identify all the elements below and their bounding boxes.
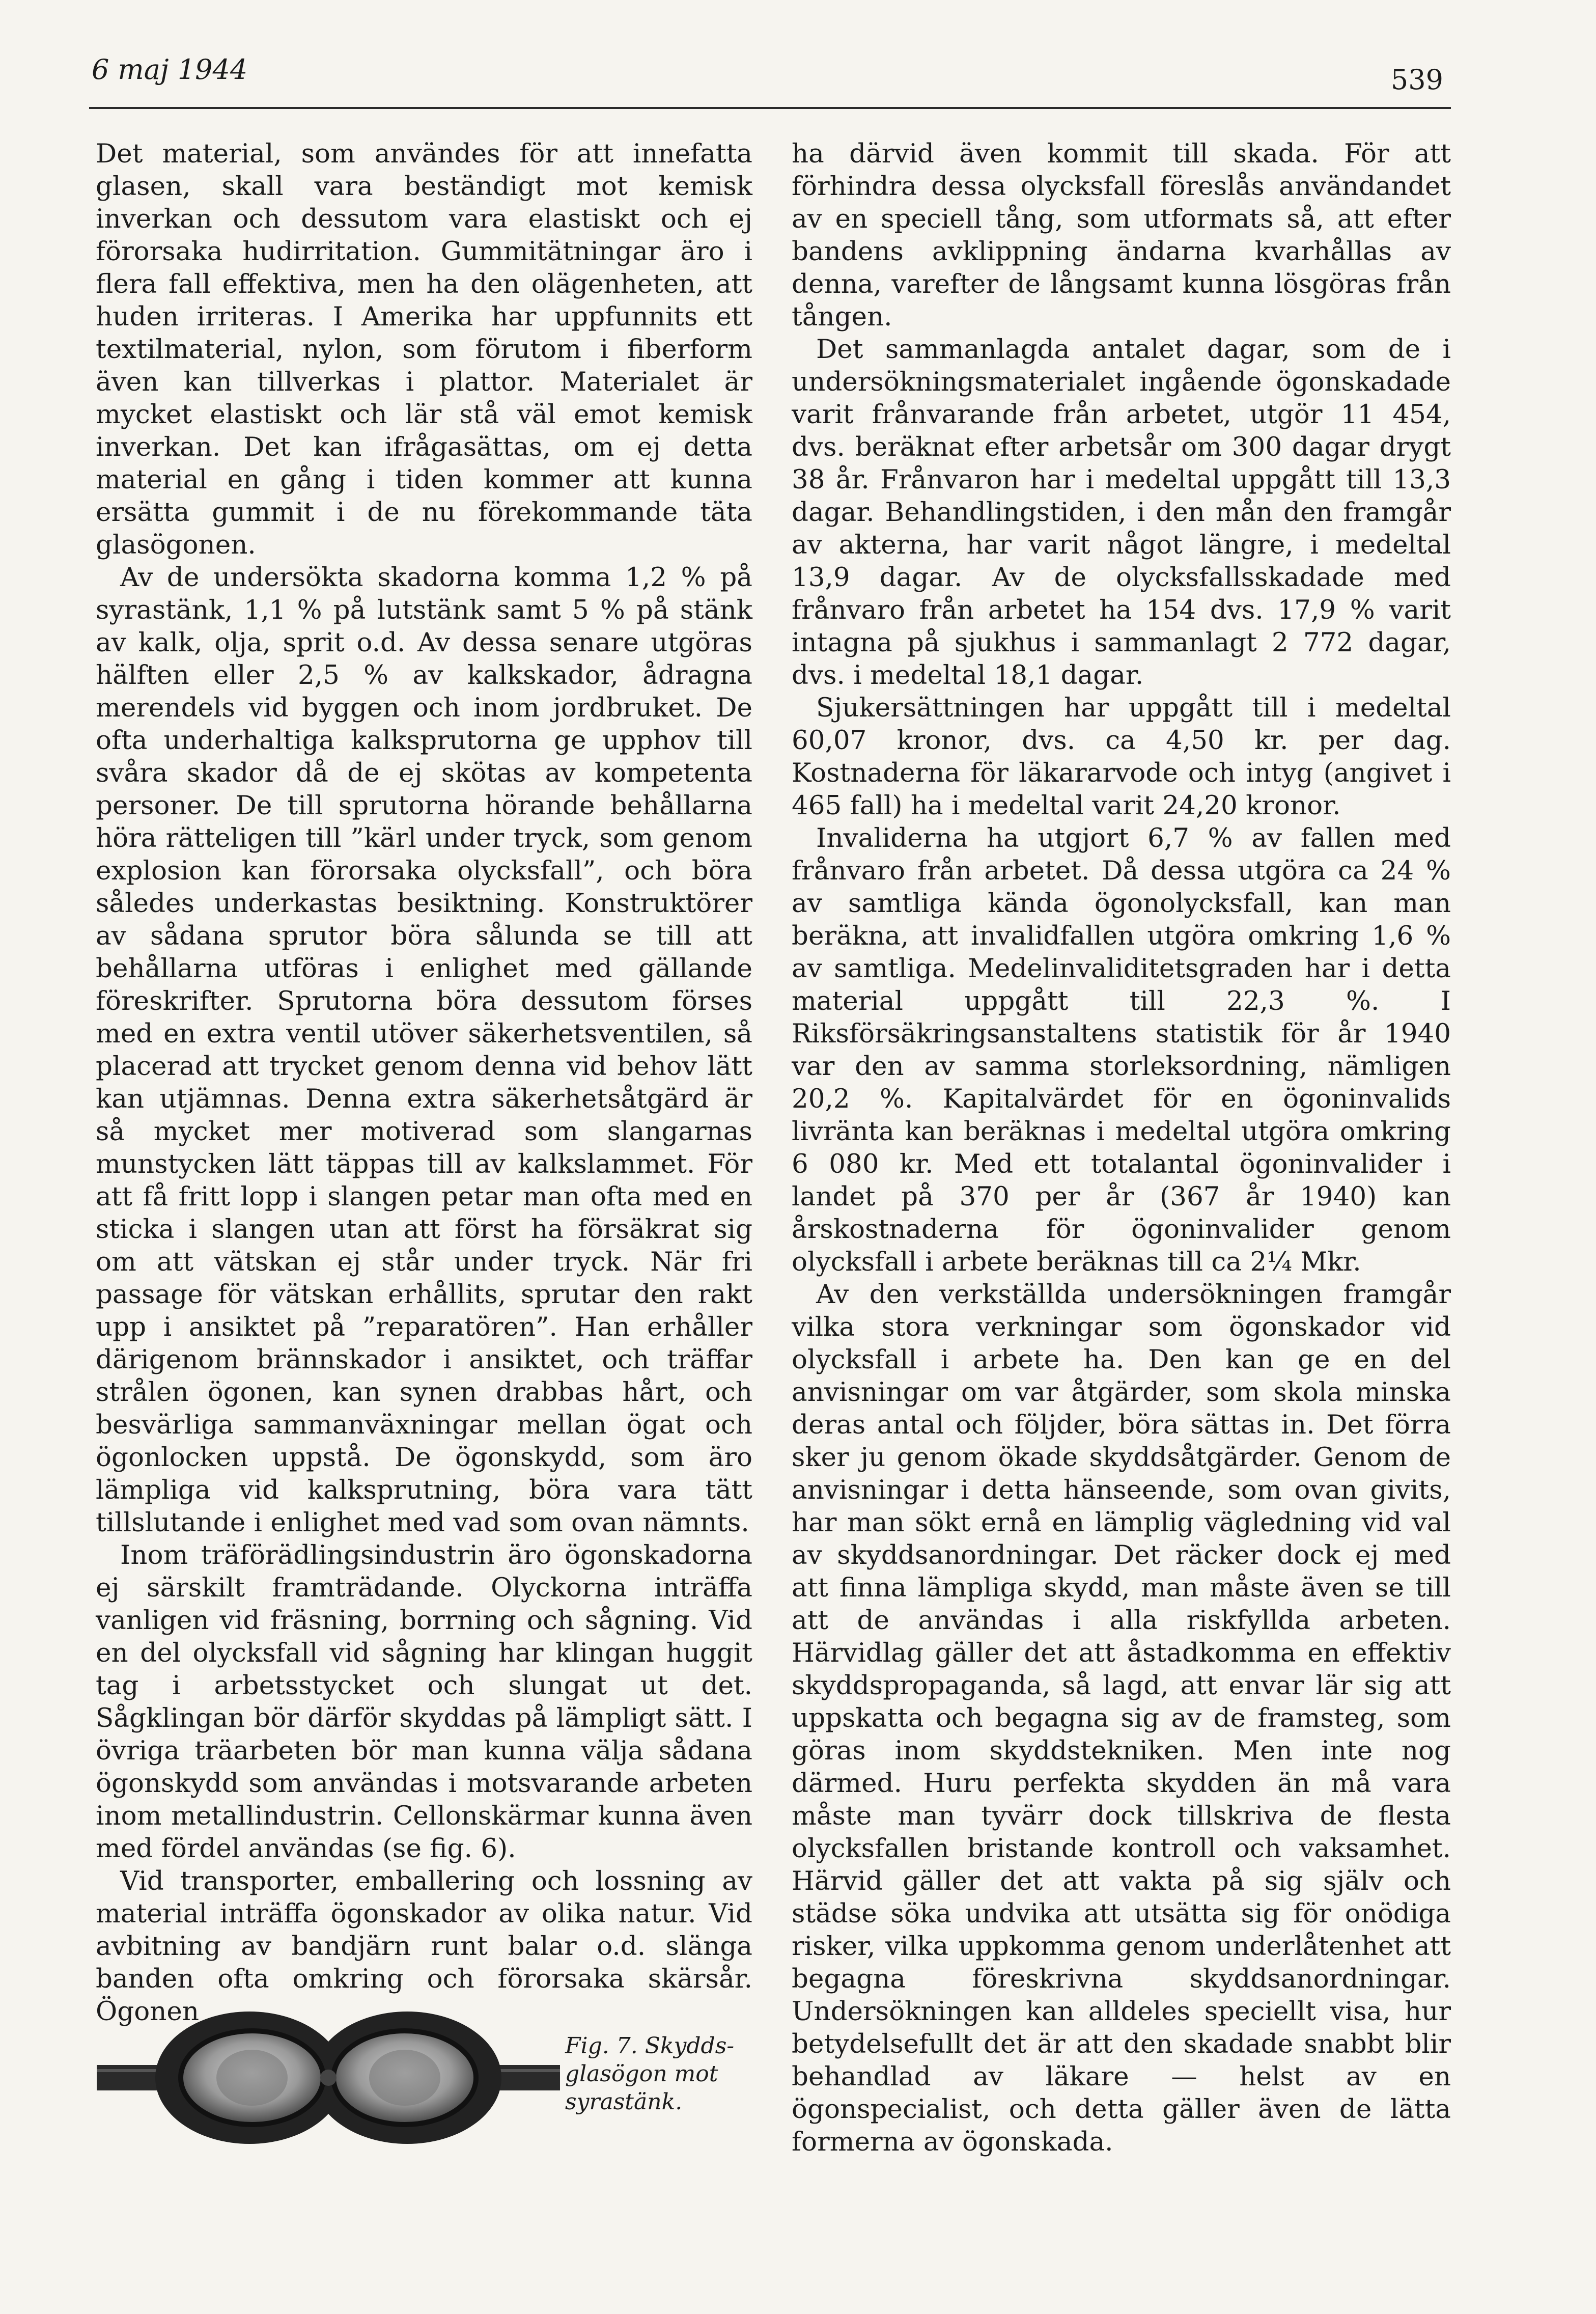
paragraph: Vid transporter, emballering och lossning av material inträffa ögonskador av olika natur. Vid avbitning av bandjärn runt balar o.d. slänga banden ofta omkring och förorsaka skärsår. Ögonen xyxy=(96,1866,752,2027)
running-head: 6 maj 1944 xyxy=(92,53,248,86)
paragraph: Av de undersökta skadorna komma 1,2 % på syrastänk, 1,1 % på lutstänk samt 5 % på stänk av kalk, olja, sprit o.d. Av dessa senare utgöras hälften eller 2,5 % av kalkskador, ådragna merendels vid byggen och inom jordbruket. De ofta underhaltiga kalksprutorna ge upphov till svåra skador då de ej skötas av kompetenta personer. De till sprutorna hörande behållarna höra rätteligen till ”kärl under tryck, som genom explosion kan förorsaka olycksfall”, och böra således underkastas besiktning. Konstruktörer av sådana sprutor böra sålunda se till att behållarna utföras i enlighet med gällande föreskrifter. Sprutorna böra dessutom förses med en extra ventil utöver säkerhetsventilen, så placerad att trycket genom denna vid behov lätt kan utjämnas. Denna extra säkerhetsåtgärd är så mycket mer motiverad som slangarnas munstycken lätt täppas till av kalkslammet. För att få fritt lopp i slangen petar man ofta med en sticka i slangen utan att först ha försäkrat sig om att vätskan ej står under tryck. När fri passage för vätskan erhållits, sprutar den rakt upp i ansiktet på ”reparatören”. Han erhåller därigenom brännskador i ansiktet, och träffar strålen ögonen, kan synen drabbas hårt, och besvärliga sammanväxningar mellan ögat och ögonlocken uppstå. De ögonskydd, som äro lämpliga vid kalksprutning, böra vara tätt tillslutande i enlighet med vad som ovan nämnts. xyxy=(96,562,752,1538)
paragraph: Sjukersättningen har uppgått till i medeltal 60,07 kronor, dvs. ca 4,50 kr. per dag. Kostnaderna för läkararvode och intyg (angivet i 465 fall) ha i medeltal varit 24,20 kronor. xyxy=(792,693,1451,821)
page-number: 539 xyxy=(1390,64,1443,96)
goggles-illustration xyxy=(97,2001,560,2154)
paragraph: Inom träförädlingsindustrin äro ögonskadorna ej särskilt framträdande. Olyckorna inträffa vanligen vid fräsning, borrning och sågning. Vid en del olycksfall vid sågning har klingan huggit tag i arbetsstycket och slungat ut det. Sågklingan bör därför skyddas på lämpligt sätt. I övriga träarbeten bör man kunna välja sådana ögonskydd som användas i motsvarande arbeten inom metallindustrin. Cellonskärmar kunna även med fördel användas (se fig. 6). xyxy=(96,1540,752,1864)
paragraph: ha därvid även kommit till skada. För att förhindra dessa olycksfall föreslås användandet av en speciell tång, som utformats så, att efter bandens avklippning ändarna kvarhållas av denna, varefter de långsamt kunna lösgöras från tången. xyxy=(792,139,1451,332)
right-column xyxy=(792,137,1451,2158)
paragraph: Det sammanlagda antalet dagar, som de i undersökningsmaterialet ingående ögonskadade varit frånvarande från arbetet, utgör 11 454, dvs. beräknat efter arbetsår om 300 dagar drygt 38 år. Frånvaron har i medeltal uppgått till 13,3 dagar. Behandlingstiden, i den mån den framgår av akterna, har varit något längre, i medeltal 13,9 dagar. Av de olycksfallsskadade med frånvaro från arbetet ha 154 dvs. 17,9 % varit intagna på sjukhus i sammanlagt 2 772 dagar, dvs. i medeltal 18,1 dagar. xyxy=(792,334,1451,691)
paragraph: Av den verkställda undersökningen framgår vilka stora verkningar som ögonskador vid olycksfall i arbete ha. Den kan ge en del anvisningar om var åtgärder, som skola minska deras antal och följder, böra sättas in. Det förra sker ju genom ökade skyddsåtgärder. Genom de anvisningar i detta hänseende, som ovan givits, har man sökt ernå en lämplig vägledning vid val av skyddsanordningar. Det räcker dock ej med att finna lämpliga skydd, man måste även se till att de användas i alla riskfyllda arbeten. Härvidlag gäller det att åstadkomma en effektiv skyddspropaganda, så lagd, att envar lär sig att uppskatta och begagna sig av de framsteg, som göras inom skyddstekniken. Men inte nog därmed. Huru perfekta skydden än må vara måste man tyvärr dock tillskriva de flesta olycksfallen bristande kontroll och vaksamhet. Härvid gäller det att vakta på sig själv och städse söka undvika att utsätta sig för onödiga risker, vilka uppkomma genom underlåtenhet att begagna föreskrivna skyddsanordningar. Undersökningen kan alldeles speciellt visa, hur betydelsefullt det är att den skadade snabbt blir behandlad av läkare — helst av en ögonspecialist, och detta gäller även de lätta formerna av ögonskada. xyxy=(792,1279,1451,2157)
caption-line: glasögon mot xyxy=(565,2061,718,2087)
caption-line: Fig. 7. Skydds- xyxy=(565,2033,735,2059)
caption-line: syrastänk. xyxy=(565,2089,683,2115)
figure-7 xyxy=(97,2001,753,2159)
paragraph: Invaliderna ha utgjort 6,7 % av fallen med frånvaro från arbetet. Då dessa utgöra ca 24 % av samtliga kända ögonolycksfall, kan man beräkna, att invalidfallen utgöra omkring 1,6 % av samtliga. Medelinvaliditetsgraden har i detta material uppgått till 22,3 %. I Riksförsäkringsanstaltens statistik för år 1940 var den av samma storleksordning, nämligen 20,2 %. Kapitalvärdet för en ögoninvalids livränta kan beräknas i medeltal utgöra omkring 6 080 kr. Med ett totalantal ögoninvalider i landet på 370 per år (367 år 1940) kan årskostnaderna för ögoninvalider genom olycksfall i arbete beräknas till ca 2¼ Mkr. xyxy=(792,823,1451,1277)
figure-caption xyxy=(565,2032,759,2116)
page-header xyxy=(81,48,1453,104)
paragraph: Det material, som användes för att innefatta glasen, skall vara beständigt mot kemisk inverkan och dessutom vara elastiskt och ej förorsaka hudirritation. Gummitätningar äro i flera fall effektiva, men ha den olägenheten, att huden irriteras. I Amerika har uppfunnits ett textilmaterial, nylon, som förutom i fiberform även kan tillverkas i plattor. Materialet är mycket elastiskt och lär stå väl emot kemisk inverkan. Det kan ifrågasättas, om ej detta material en gång i tiden kommer att kunna ersätta gummit i de nu förekommande täta glasögonen. xyxy=(96,139,752,560)
header-rule xyxy=(89,107,1451,109)
left-column xyxy=(96,137,752,2028)
